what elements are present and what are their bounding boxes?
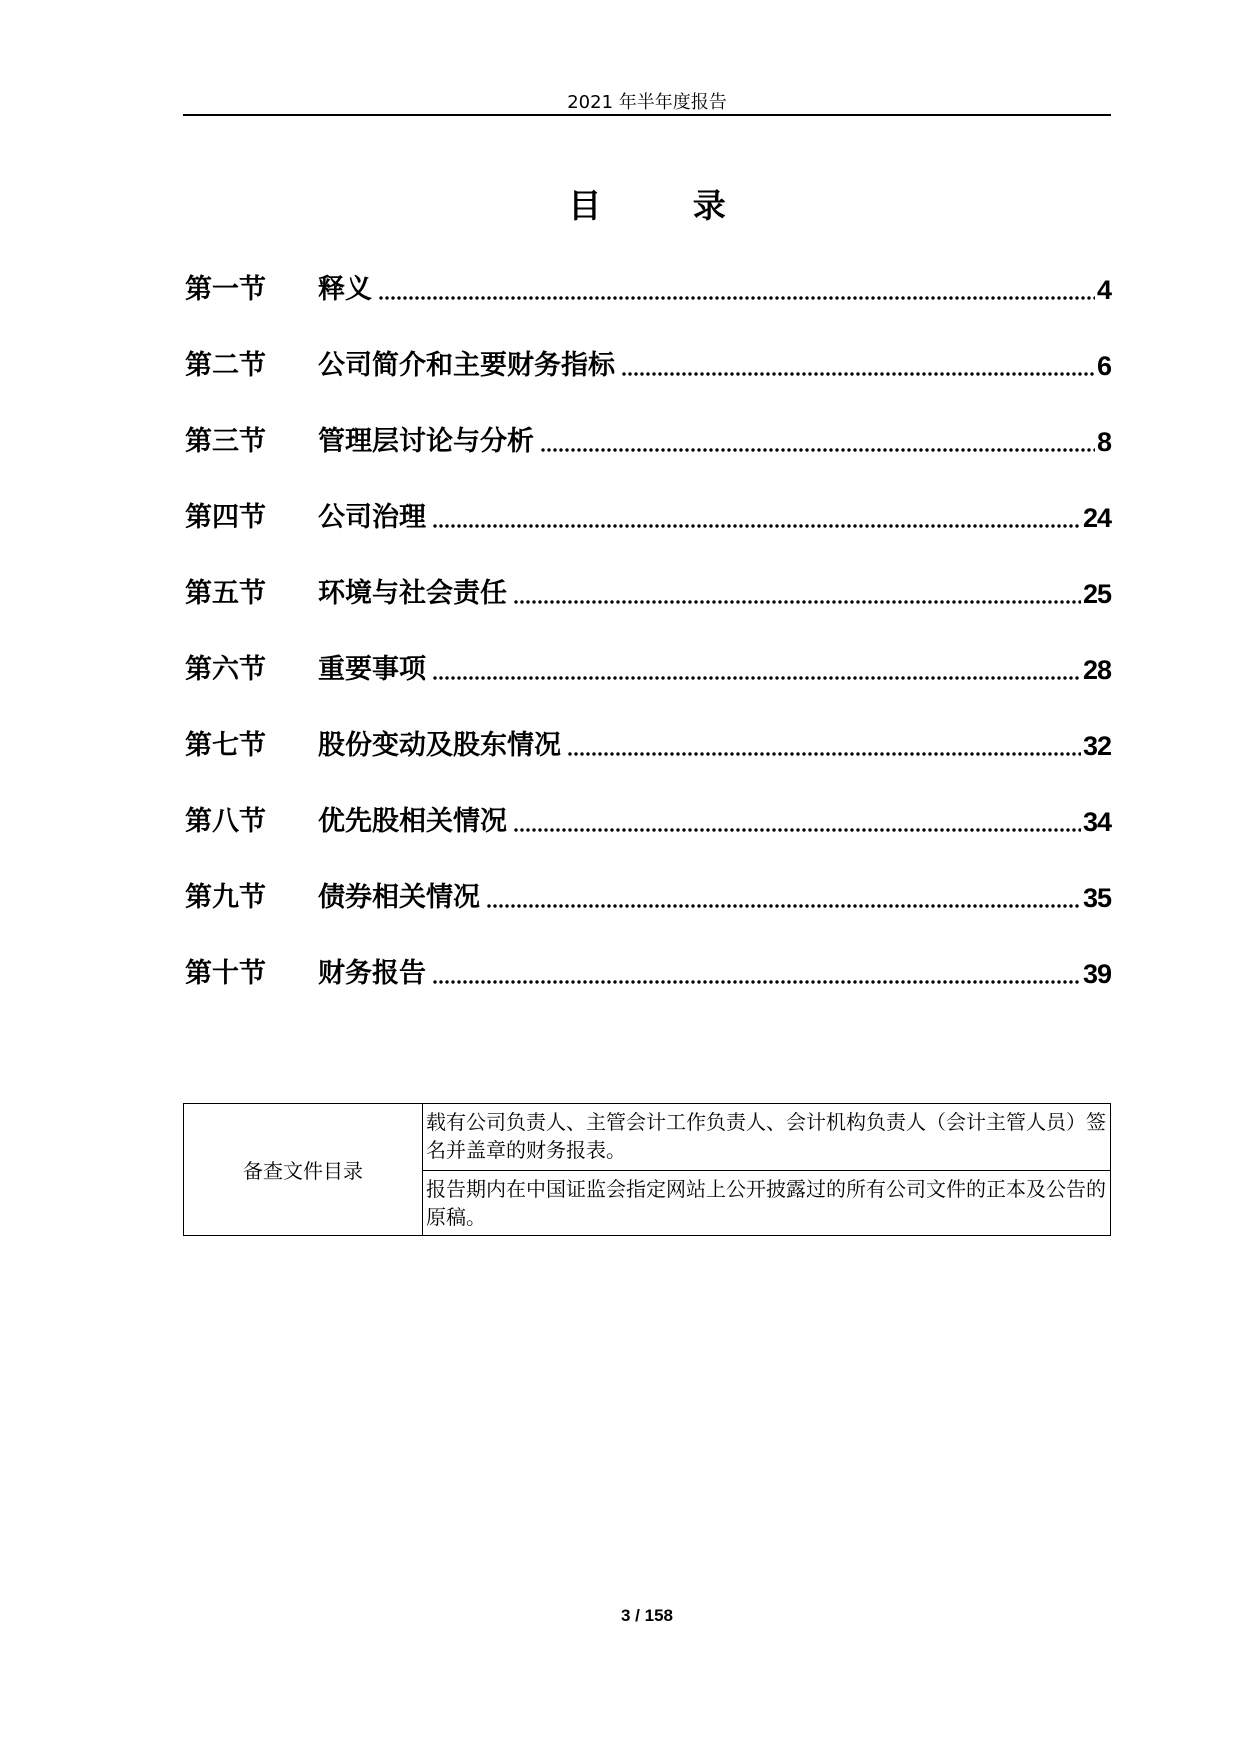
toc-entry-section: 第一节	[185, 274, 266, 305]
toc-dot-leader	[432, 500, 1081, 536]
toc-entry[interactable]	[185, 424, 1111, 500]
toc-entry-title: 债券相关情况	[318, 882, 480, 913]
toc-dot-leader	[621, 348, 1095, 384]
toc-entry-title: 公司治理	[318, 502, 426, 533]
toc-entry[interactable]	[185, 652, 1111, 728]
toc-entry-title: 管理层讨论与分析	[318, 426, 534, 457]
toc-dot-leader	[513, 576, 1081, 612]
toc-entry-title: 环境与社会责任	[318, 578, 507, 609]
toc-entry-page: 32	[1082, 731, 1111, 761]
reference-docs-table	[183, 1103, 1111, 1236]
toc-dot-leader	[378, 272, 1095, 308]
toc-entry-page: 24	[1082, 503, 1111, 533]
reference-docs-label: 备查文件目录	[184, 1104, 423, 1235]
toc-entry-section: 第六节	[185, 654, 266, 685]
toc-title: 目 录	[568, 186, 766, 225]
toc-entry-page: 25	[1082, 579, 1111, 609]
toc-entry-title: 股份变动及股东情况	[318, 730, 561, 761]
toc-entry[interactable]	[185, 956, 1111, 1032]
header-divider	[183, 114, 1111, 116]
toc-entry[interactable]	[185, 348, 1111, 424]
toc-entry[interactable]	[185, 728, 1111, 804]
toc-dot-leader	[567, 728, 1081, 764]
toc-entry-title: 释义	[318, 274, 372, 305]
toc-dot-leader	[432, 652, 1081, 688]
toc-entry[interactable]	[185, 272, 1111, 348]
toc-dot-leader	[540, 424, 1095, 460]
toc-entry-page: 39	[1082, 959, 1111, 989]
toc-list	[185, 272, 1111, 1032]
toc-entry-title: 公司简介和主要财务指标	[318, 350, 615, 381]
toc-entry-page: 34	[1082, 807, 1111, 837]
toc-entry-page: 6	[1096, 351, 1111, 381]
toc-entry-section: 第四节	[185, 502, 266, 533]
toc-entry-page: 28	[1082, 655, 1111, 685]
toc-entry[interactable]	[185, 576, 1111, 652]
toc-entry-page: 4	[1096, 275, 1111, 305]
toc-entry-title: 财务报告	[318, 958, 426, 989]
toc-entry-section: 第十节	[185, 958, 266, 989]
toc-entry-section: 第五节	[185, 578, 266, 609]
toc-entry-section: 第二节	[185, 350, 266, 381]
page-header-title: 2021 年半年度报告	[567, 92, 727, 113]
toc-dot-leader	[513, 804, 1081, 840]
toc-entry-section: 第三节	[185, 426, 266, 457]
page-number: 3 / 158	[621, 1606, 673, 1625]
toc-entry-page: 8	[1096, 427, 1111, 457]
toc-entry[interactable]	[185, 500, 1111, 576]
toc-dot-leader	[486, 880, 1081, 916]
toc-entry-page: 35	[1082, 883, 1111, 913]
reference-doc-item: 报告期内在中国证监会指定网站上公开披露过的所有公司文件的正本及公告的原稿。	[423, 1170, 1110, 1236]
reference-doc-item: 载有公司负责人、主管会计工作负责人、会计机构负责人（会计主管人员）签名并盖章的财务报表。	[426, 1110, 1106, 1162]
toc-entry-section: 第七节	[185, 730, 266, 761]
toc-dot-leader	[432, 956, 1081, 992]
toc-entry-section: 第九节	[185, 882, 266, 913]
toc-entry-section: 第八节	[185, 806, 266, 837]
toc-entry[interactable]	[185, 804, 1111, 880]
toc-entry-title: 优先股相关情况	[318, 806, 507, 837]
reference-docs-items	[423, 1104, 1110, 1235]
toc-entry-title: 重要事项	[318, 654, 426, 685]
toc-entry[interactable]	[185, 880, 1111, 956]
